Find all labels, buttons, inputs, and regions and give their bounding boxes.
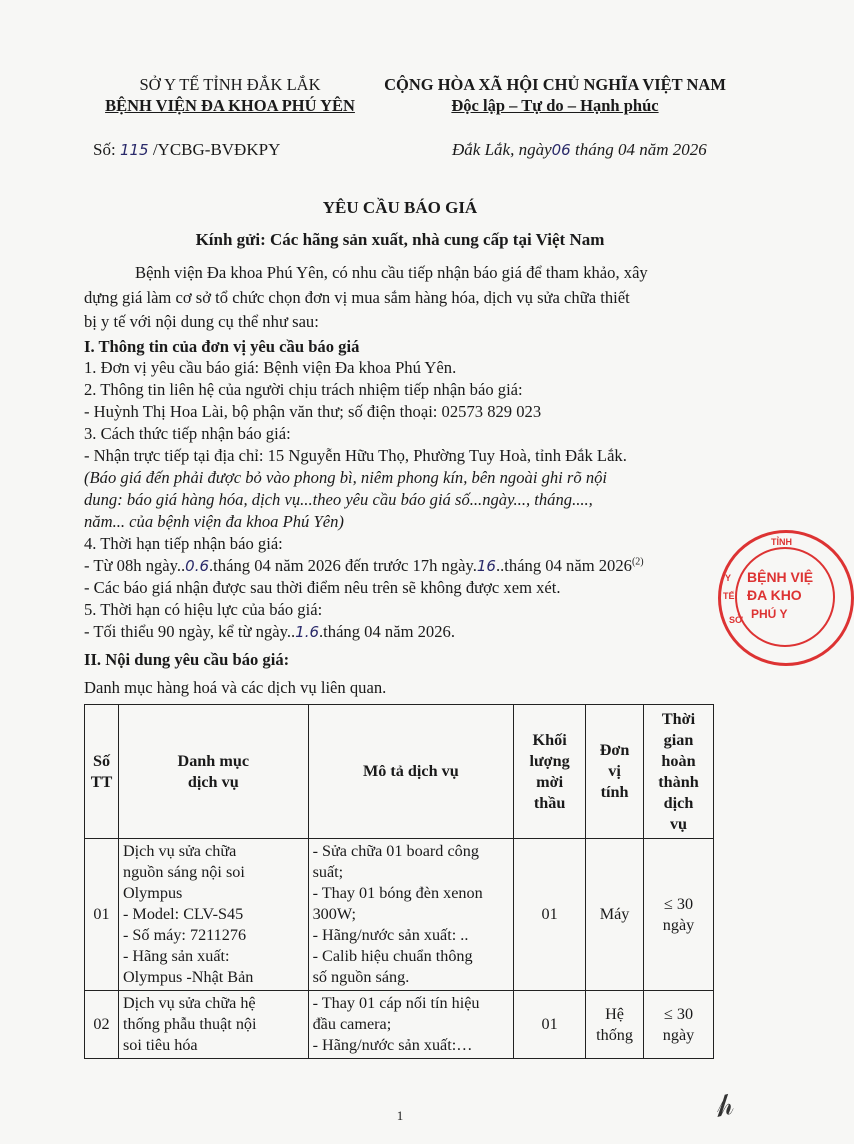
page-number: 1: [396, 1108, 404, 1123]
validity-day: 1.6: [295, 623, 320, 641]
section1-line-7: [84, 556, 644, 576]
row2-mo-ta: - Thay 01 cáp nối tín hiệu đầu camera; - Hãng/nước sản xuất:…: [308, 991, 514, 1059]
date-handwritten: 06: [551, 141, 571, 159]
service-table: [84, 704, 714, 1059]
section1-line-5: - Nhận trực tiếp tại địa chỉ: 15 Nguyễn Hữu Thọ, Phường Tuy Hoà, tỉnh Đắk Lắk.: [84, 446, 627, 465]
row2-thoi-gian: ≤ 30 ngày: [644, 991, 714, 1059]
row2-danh-muc: Dịch vụ sửa chữa hệ thống phẫu thuật nội soi tiêu hóa: [118, 991, 308, 1059]
validity-suffix: .tháng 04 năm 2026.: [319, 622, 455, 641]
header-stt: Số TT: [85, 705, 119, 839]
document-date: [452, 140, 707, 160]
header-khoi-luong: Khối lượng mời thầu: [514, 705, 586, 839]
header-don-vi: Đơn vị tính: [586, 705, 644, 839]
national-title: CỘNG HÒA XÃ HỘI CHỦ NGHĨA VIỆT NAM: [384, 75, 726, 94]
stamp-left-text-1: Y: [725, 573, 732, 583]
document-number: [93, 140, 280, 160]
section1-heading: I. Thông tin của đơn vị yêu cầu báo giá: [84, 337, 360, 356]
row1-thoi-gian: ≤ 30 ngày: [644, 839, 714, 991]
deadline-start-day: 0.6: [185, 557, 210, 575]
stamp-top-text: TỈNH: [771, 537, 792, 547]
validity-prefix: - Tối thiểu 90 ngày, kể từ ngày..: [84, 622, 296, 641]
footnote-ref: (2): [631, 556, 644, 568]
deadline-mid: .tháng 04 năm 2026 đến trước 17h ngày.: [209, 556, 477, 575]
section1-line-3: - Huỳnh Thị Hoa Lài, bộ phận văn thư; số điện thoại: 02573 829 023: [84, 402, 542, 421]
intro-line-2: dựng giá làm cơ sở tổ chức chọn đơn vị mua sắm hàng hóa, dịch vụ sửa chữa thiết: [84, 288, 630, 307]
addressee: Kính gửi: Các hãng sản xuất, nhà cung cấp tại Việt Nam: [195, 230, 605, 249]
national-header: [345, 74, 765, 116]
header-mo-ta: Mô tả dịch vụ: [308, 705, 514, 839]
doc-number-suffix: /YCBG-BVĐKPY: [148, 140, 281, 159]
section1-line-4: 3. Cách thức tiếp nhận báo giá:: [84, 424, 291, 443]
header-thoi-gian: Thời gian hoàn thành dịch vụ: [644, 705, 714, 839]
section2-subtitle: Danh mục hàng hoá và các dịch vụ liên quan.: [84, 678, 387, 697]
row2-khoi-luong: 01: [514, 991, 586, 1059]
section1-line-9: 5. Thời hạn có hiệu lực của báo giá:: [84, 600, 323, 619]
stamp-line-3: PHÚ Y: [751, 607, 788, 621]
table-row: [85, 839, 714, 991]
date-suffix: tháng 04 năm 2026: [570, 140, 707, 159]
stamp-line-2: ĐA KHO: [747, 587, 802, 603]
doc-number-handwritten: 115: [119, 141, 149, 159]
document-title: YÊU CẦU BÁO GIÁ: [322, 198, 478, 217]
header-danh-muc: Danh mục dịch vụ: [118, 705, 308, 839]
table-header-row: [85, 705, 714, 839]
intro-line-3: bị y tế với nội dung cụ thể như sau:: [84, 312, 319, 331]
row1-mo-ta: - Sửa chữa 01 board công suất; - Thay 01 bóng đèn xenon 300W; - Hãng/nước sản xuất: .. - Calib hiệu chuẩn thông số nguồn sáng.: [308, 839, 514, 991]
deadline-end-day: 16: [476, 557, 496, 575]
section2-heading: II. Nội dung yêu cầu báo giá:: [84, 650, 290, 669]
section1-line-8: - Các báo giá nhận được sau thời điểm nêu trên sẽ không được xem xét.: [84, 578, 561, 597]
date-prefix: Đắk Lắk, ngày: [452, 140, 552, 159]
table-row: [85, 991, 714, 1059]
section1-line-2: 2. Thông tin liên hệ của người chịu trách nhiệm tiếp nhận báo giá:: [84, 380, 523, 399]
row2-don-vi: Hệ thống: [586, 991, 644, 1059]
section1-note-1: (Báo giá đến phải được bỏ vào phong bì, niêm phong kín, bên ngoài ghi rõ nội: [84, 468, 608, 487]
national-motto: Độc lập – Tự do – Hạnh phúc: [451, 96, 659, 115]
issuer-hospital: BỆNH VIỆN ĐA KHOA PHÚ YÊN: [105, 96, 355, 115]
section1-line-6: 4. Thời hạn tiếp nhận báo giá:: [84, 534, 283, 553]
row1-danh-muc: Dịch vụ sửa chữa nguồn sáng nội soi Olympus - Model: CLV-S45 - Số máy: 7211276 - Hãng sản xuất: Olympus -Nhật Bản: [118, 839, 308, 991]
section1-note-3: năm... của bệnh viện đa khoa Phú Yên): [84, 512, 344, 531]
deadline-suffix: ..tháng 04 năm 2026: [495, 556, 632, 575]
section1-line-10: [84, 622, 455, 642]
row1-don-vi: Máy: [586, 839, 644, 991]
section1-note-2: dung: báo giá hàng hóa, dịch vụ...theo yêu cầu báo giá số...ngày..., tháng....,: [84, 490, 593, 509]
official-stamp: [718, 530, 854, 666]
deadline-prefix: - Từ 08h ngày..: [84, 556, 186, 575]
stamp-left-text-2: TẾ: [723, 591, 735, 601]
section1-line-1: 1. Đơn vị yêu cầu báo giá: Bệnh viện Đa khoa Phú Yên.: [84, 358, 457, 377]
intro-line-1: Bệnh viện Đa khoa Phú Yên, có nhu cầu tiếp nhận báo giá để tham khảo, xây: [135, 263, 648, 282]
issuer-department: SỞ Y TẾ TỈNH ĐẮK LẮK: [139, 75, 321, 94]
stamp-line-1: BỆNH VIỆ: [747, 569, 814, 585]
row2-stt: 02: [85, 991, 119, 1059]
issuer-header: [70, 74, 390, 116]
row1-stt: 01: [85, 839, 119, 991]
doc-number-prefix: Số:: [93, 140, 120, 159]
stamp-left-text-3: SỞ: [729, 615, 743, 625]
row1-khoi-luong: 01: [514, 839, 586, 991]
initials-signature: 𝒽: [712, 1086, 737, 1125]
